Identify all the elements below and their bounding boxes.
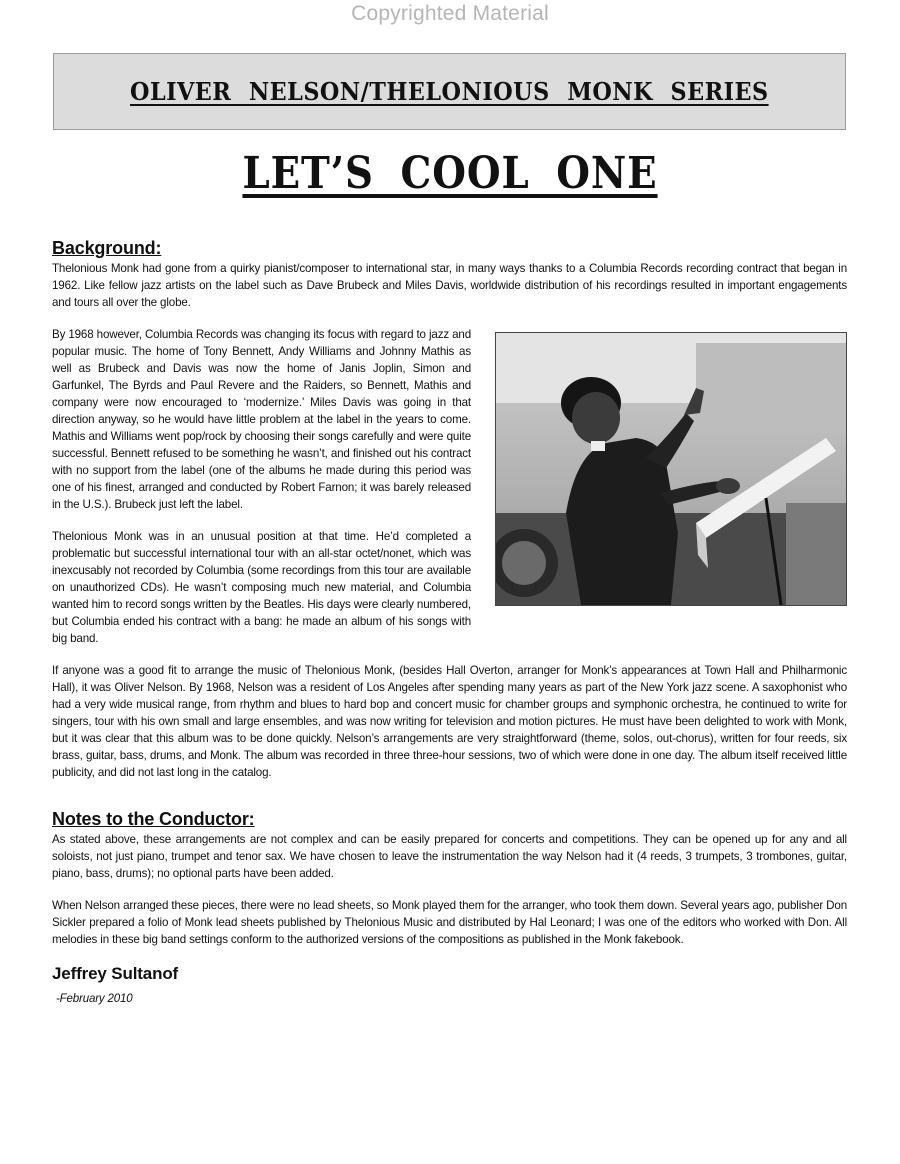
background-paragraph-2: By 1968 however, Columbia Records was changing its focus with regard to jazz and popular music. The home of Tony Bennett, Andy Williams and Johnny Mathis as well as Brubeck and Davis was now the home of Janis Joplin, Simon and Garfunkel, The Byrds and Paul Revere and the Raiders, so Bennett, Mathis and company were now encouraged to ‘modernize.’ Miles Davis was going in that direction anyway, so he would have little problem at the label in the years to come. Mathis and Williams went pop/rock by choosing their songs carefully and were quite successful. Bennett refused to be something he wasn’t, and finished out his contract with no support from the label (one of the albums he made during this period was one of his finest, arranged and conducted by Robert Farnon; it was barely released in the U.S.). Brubeck just left the label.: [52, 328, 471, 511]
conductor-photo: [495, 332, 847, 606]
conductor-photo-image: [496, 333, 846, 605]
author-signature: Jeffrey Sultanof: [52, 964, 179, 983]
background-paragraph-4: If anyone was a good fit to arrange the music of Thelonious Monk, (besides Hall Overton, arranger for Monk’s appearances at Town Hall and Philharmonic Hall), it was Oliver Nelson. By 1968, Nelson was a resident of Los Angeles after spending many years as part of the New York jazz scene. A saxophonist who had a very wide musical range, from rhythm and blues to hard bop and concert music for chamber groups and symphonic orchestra, he continued to write for singers, tour with his own small and large ensembles, and was now writing for television and motion pictures. He must have been delighted to work with Monk, but it was clear that this album was to be done quickly. Nelson’s arrangements are very straightforward (theme, solos, out-chorus), written for four reeds, six brass, guitar, bass, drums, and Monk. The album was recorded in three three-hour sessions, two of which were done in one day. The album itself received little publicity, and did not last long in the catalog.: [52, 664, 847, 779]
notes-heading: Notes to the Conductor:: [52, 809, 255, 829]
document-body: [52, 236, 847, 1008]
background-heading: Background:: [52, 238, 162, 258]
background-paragraph-1: Thelonious Monk had gone from a quirky pianist/composer to international star, in many ways thanks to a Columbia Records recording contract that began in 1962. Like fellow jazz artists on the label such as Dave Brubeck and Miles Davis, worldwide distribution of his recordings resulted in important engagements and tours all over the globe.: [52, 262, 847, 309]
copyright-watermark: Copyrighted Material: [351, 2, 549, 25]
page-title: LET’S COOL ONE: [242, 148, 658, 199]
series-title: OLIVER NELSON/THELONIOUS MONK SERIES: [130, 77, 769, 106]
notes-paragraph-1: As stated above, these arrangements are not complex and can be easily prepared for concerts and competitions. They can be opened up for any and all soloists, not just piano, trumpet and tenor sax. We have chosen to leave the instrumentation the way Nelson had it (4 reeds, 3 trumpets, 3 trombones, guitar, piano, bass, drums); no optional parts have been added.: [52, 833, 847, 880]
background-paragraph-3: Thelonious Monk was in an unusual position at that time. He’d completed a problematic but successful international tour with an all-star octet/nonet, which was inexcusably not recorded by Columbia (some recordings from this tour are available on unauthorized CDs). He wasn’t composing much new material, and Columbia wanted him to record songs written by the Beatles. His days were clearly numbered, but Columbia ended his contract with a bang: he made an album of his songs with big band.: [52, 530, 471, 645]
signature-date: -February 2010: [56, 993, 133, 1005]
series-banner: [53, 53, 846, 130]
notes-paragraph-2: When Nelson arranged these pieces, there were no lead sheets, so Monk played them for the arranger, who took them down. Several years ago, publisher Don Sickler prepared a folio of Monk lead sheets published by Thelonious Music and distributed by Hal Leonard; I was one of the editors who worked with Don. All melodies in these big band settings conform to the authorized versions of the compositions as published in the Monk fakebook.: [52, 899, 847, 946]
